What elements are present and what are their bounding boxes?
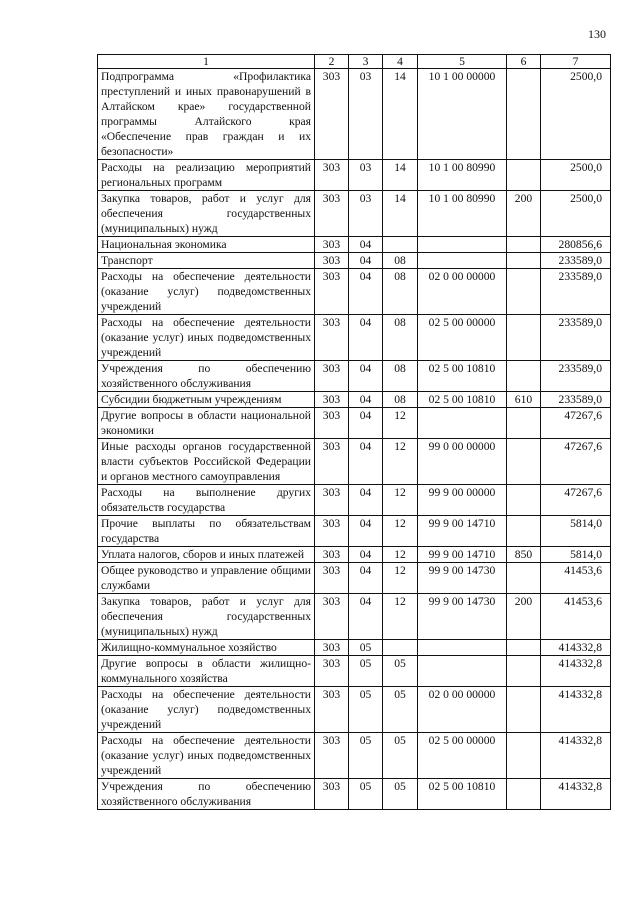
row-name-cell: Субсидии бюджетным учреждениям (98, 392, 315, 408)
target-article-cell: 10 1 00 00000 (418, 69, 507, 160)
table-row (98, 594, 611, 640)
table-row (98, 485, 611, 516)
target-article-cell: 99 9 00 14730 (418, 594, 507, 640)
table-row (98, 656, 611, 687)
admin-code-cell: 303 (315, 563, 349, 594)
amount-cell: 233589,0 (541, 361, 611, 392)
budget-table (97, 54, 611, 810)
target-article-cell (418, 408, 507, 439)
row-name-cell: Национальная экономика (98, 237, 315, 253)
row-name-cell: Уплата налогов, сборов и иных платежей (98, 547, 315, 563)
row-name-cell: Расходы на выполнение других обязательств государства (98, 485, 315, 516)
admin-code-cell: 303 (315, 191, 349, 237)
table-row (98, 563, 611, 594)
target-article-cell: 02 5 00 10810 (418, 392, 507, 408)
amount-cell: 233589,0 (541, 392, 611, 408)
row-name-cell: Расходы на реализацию мероприятий региональных программ (98, 160, 315, 191)
section-cell: 03 (349, 69, 383, 160)
subsection-cell: 05 (383, 687, 418, 733)
amount-cell: 233589,0 (541, 315, 611, 361)
column-header: 4 (383, 55, 418, 69)
admin-code-cell: 303 (315, 269, 349, 315)
column-header: 7 (541, 55, 611, 69)
amount-cell: 5814,0 (541, 547, 611, 563)
target-article-cell: 99 0 00 00000 (418, 439, 507, 485)
expense-type-cell (507, 779, 541, 810)
section-cell: 05 (349, 687, 383, 733)
page-number: 130 (588, 27, 606, 41)
expense-type-cell: 200 (507, 191, 541, 237)
row-name-cell: Жилищно-коммунальное хозяйство (98, 640, 315, 656)
subsection-cell: 12 (383, 594, 418, 640)
amount-cell: 47267,6 (541, 439, 611, 485)
subsection-cell: 12 (383, 439, 418, 485)
target-article-cell (418, 253, 507, 269)
table-row (98, 439, 611, 485)
amount-cell: 414332,8 (541, 640, 611, 656)
amount-cell: 2500,0 (541, 191, 611, 237)
admin-code-cell: 303 (315, 392, 349, 408)
target-article-cell: 99 9 00 14730 (418, 563, 507, 594)
expense-type-cell (507, 733, 541, 779)
admin-code-cell: 303 (315, 315, 349, 361)
table-row (98, 733, 611, 779)
section-cell: 03 (349, 191, 383, 237)
admin-code-cell: 303 (315, 733, 349, 779)
section-cell: 04 (349, 361, 383, 392)
subsection-cell: 08 (383, 361, 418, 392)
expense-type-cell: 610 (507, 392, 541, 408)
subsection-cell: 14 (383, 191, 418, 237)
admin-code-cell: 303 (315, 253, 349, 269)
target-article-cell: 02 5 00 00000 (418, 315, 507, 361)
admin-code-cell: 303 (315, 361, 349, 392)
row-name-cell: Расходы на обеспечение деятельности (оказание услуг) иных подведомственных учреждений (98, 315, 315, 361)
subsection-cell: 08 (383, 253, 418, 269)
amount-cell: 233589,0 (541, 269, 611, 315)
row-name-cell: Другие вопросы в области жилищно-коммунального хозяйства (98, 656, 315, 687)
admin-code-cell: 303 (315, 516, 349, 547)
subsection-cell: 12 (383, 485, 418, 516)
table-row (98, 269, 611, 315)
table-row (98, 69, 611, 160)
row-name-cell: Транспорт (98, 253, 315, 269)
target-article-cell: 02 5 00 10810 (418, 361, 507, 392)
admin-code-cell: 303 (315, 408, 349, 439)
column-header: 3 (349, 55, 383, 69)
amount-cell: 41453,6 (541, 563, 611, 594)
section-cell: 04 (349, 547, 383, 563)
table-row (98, 392, 611, 408)
expense-type-cell (507, 516, 541, 547)
table-row (98, 361, 611, 392)
subsection-cell: 08 (383, 315, 418, 361)
column-header: 2 (315, 55, 349, 69)
expense-type-cell (507, 687, 541, 733)
section-cell: 04 (349, 563, 383, 594)
amount-cell: 2500,0 (541, 69, 611, 160)
admin-code-cell: 303 (315, 687, 349, 733)
admin-code-cell: 303 (315, 656, 349, 687)
target-article-cell: 99 9 00 14710 (418, 516, 507, 547)
row-name-cell: Закупка товаров, работ и услуг для обеспечения государственных (муниципальных) нужд (98, 191, 315, 237)
target-article-cell: 02 0 00 00000 (418, 687, 507, 733)
expense-type-cell (507, 656, 541, 687)
subsection-cell: 12 (383, 516, 418, 547)
subsection-cell: 14 (383, 160, 418, 191)
expense-type-cell (507, 640, 541, 656)
admin-code-cell: 303 (315, 237, 349, 253)
section-cell: 04 (349, 315, 383, 361)
subsection-cell: 05 (383, 733, 418, 779)
amount-cell: 233589,0 (541, 253, 611, 269)
amount-cell: 47267,6 (541, 485, 611, 516)
subsection-cell: 12 (383, 563, 418, 594)
admin-code-cell: 303 (315, 160, 349, 191)
expense-type-cell: 200 (507, 594, 541, 640)
target-article-cell (418, 237, 507, 253)
row-name-cell: Другие вопросы в области национальной экономики (98, 408, 315, 439)
table-row (98, 687, 611, 733)
target-article-cell: 10 1 00 80990 (418, 160, 507, 191)
section-cell: 03 (349, 160, 383, 191)
section-cell: 04 (349, 237, 383, 253)
table-row (98, 408, 611, 439)
table-row (98, 516, 611, 547)
table-row (98, 547, 611, 563)
section-cell: 04 (349, 516, 383, 547)
expense-type-cell (507, 563, 541, 594)
admin-code-cell: 303 (315, 594, 349, 640)
admin-code-cell: 303 (315, 69, 349, 160)
subsection-cell: 05 (383, 656, 418, 687)
section-cell: 04 (349, 253, 383, 269)
row-name-cell: Общее руководство и управление общими службами (98, 563, 315, 594)
expense-type-cell (507, 485, 541, 516)
amount-cell: 2500,0 (541, 160, 611, 191)
row-name-cell: Учреждения по обеспечению хозяйственного обслуживания (98, 779, 315, 810)
target-article-cell: 10 1 00 80990 (418, 191, 507, 237)
table-row (98, 779, 611, 810)
column-header: 1 (98, 55, 315, 69)
expense-type-cell: 850 (507, 547, 541, 563)
target-article-cell: 99 9 00 14710 (418, 547, 507, 563)
amount-cell: 414332,8 (541, 733, 611, 779)
amount-cell: 280856,6 (541, 237, 611, 253)
admin-code-cell: 303 (315, 439, 349, 485)
subsection-cell: 08 (383, 392, 418, 408)
row-name-cell: Прочие выплаты по обязательствам государства (98, 516, 315, 547)
section-cell: 05 (349, 733, 383, 779)
admin-code-cell: 303 (315, 485, 349, 516)
target-article-cell: 02 5 00 10810 (418, 779, 507, 810)
target-article-cell: 02 0 00 00000 (418, 269, 507, 315)
section-cell: 05 (349, 656, 383, 687)
amount-cell: 47267,6 (541, 408, 611, 439)
target-article-cell (418, 656, 507, 687)
column-header: 5 (418, 55, 507, 69)
table-row (98, 253, 611, 269)
row-name-cell: Учреждения по обеспечению хозяйственного обслуживания (98, 361, 315, 392)
table-row (98, 640, 611, 656)
section-cell: 04 (349, 594, 383, 640)
section-cell: 04 (349, 408, 383, 439)
expense-type-cell (507, 408, 541, 439)
expense-type-cell (507, 315, 541, 361)
amount-cell: 41453,6 (541, 594, 611, 640)
amount-cell: 414332,8 (541, 656, 611, 687)
subsection-cell: 08 (383, 269, 418, 315)
section-cell: 05 (349, 640, 383, 656)
section-cell: 04 (349, 439, 383, 485)
admin-code-cell: 303 (315, 547, 349, 563)
table-row (98, 160, 611, 191)
subsection-cell (383, 237, 418, 253)
expense-type-cell (507, 69, 541, 160)
row-name-cell: Расходы на обеспечение деятельности (оказание услуг) подведомственных учреждений (98, 269, 315, 315)
row-name-cell: Расходы на обеспечение деятельности (оказание услуг) иных подведомственных учреждений (98, 733, 315, 779)
row-name-cell: Иные расходы органов государственной власти субъектов Российской Федерации и органов местного самоуправления (98, 439, 315, 485)
amount-cell: 414332,8 (541, 779, 611, 810)
table-header-row (98, 55, 611, 69)
subsection-cell: 12 (383, 547, 418, 563)
amount-cell: 5814,0 (541, 516, 611, 547)
expense-type-cell (507, 269, 541, 315)
section-cell: 04 (349, 392, 383, 408)
admin-code-cell: 303 (315, 640, 349, 656)
expense-type-cell (507, 253, 541, 269)
section-cell: 04 (349, 269, 383, 315)
subsection-cell: 05 (383, 779, 418, 810)
table-row (98, 315, 611, 361)
table-body (98, 69, 611, 810)
expense-type-cell (507, 160, 541, 191)
column-header: 6 (507, 55, 541, 69)
row-name-cell: Подпрограмма «Профилактика преступлений и иных правонарушений в Алтайском крае» государственной программы Алтайского края «Обеспечение прав граждан и их безопасности» (98, 69, 315, 160)
section-cell: 05 (349, 779, 383, 810)
expense-type-cell (507, 237, 541, 253)
section-cell: 04 (349, 485, 383, 516)
target-article-cell (418, 640, 507, 656)
subsection-cell (383, 640, 418, 656)
target-article-cell: 99 9 00 00000 (418, 485, 507, 516)
subsection-cell: 12 (383, 408, 418, 439)
expense-type-cell (507, 439, 541, 485)
target-article-cell: 02 5 00 00000 (418, 733, 507, 779)
row-name-cell: Расходы на обеспечение деятельности (оказание услуг) подведомственных учреждений (98, 687, 315, 733)
table-row (98, 191, 611, 237)
subsection-cell: 14 (383, 69, 418, 160)
expense-type-cell (507, 361, 541, 392)
table-row (98, 237, 611, 253)
admin-code-cell: 303 (315, 779, 349, 810)
amount-cell: 414332,8 (541, 687, 611, 733)
row-name-cell: Закупка товаров, работ и услуг для обеспечения государственных (муниципальных) нужд (98, 594, 315, 640)
